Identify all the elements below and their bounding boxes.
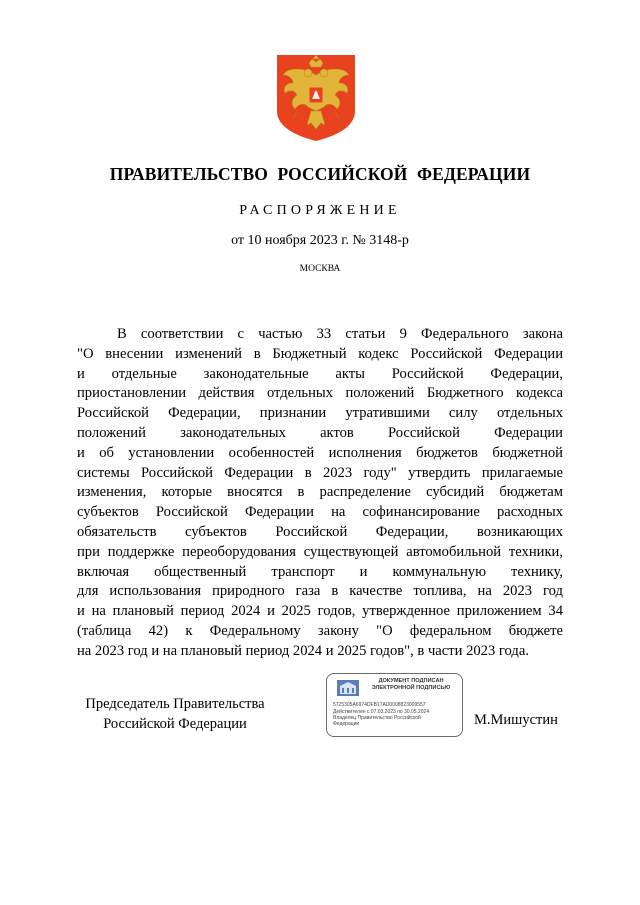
stamp-heading-line: ДОКУМЕНТ ПОДПИСАН [378,678,444,684]
stamp-heading [361,678,461,692]
certificate-owner: Федерации [333,721,360,727]
government-title: ПРАВИТЕЛЬСТВО РОССИЙСКОЙ ФЕДЕРАЦИИ [109,164,531,184]
signer-position [70,694,280,734]
document-type: РАСПОРЯЖЕНИЕ [239,203,401,218]
text-line: включая общественный транспорт и коммунальную технику, [77,563,563,580]
certificate-owner: Владелец Правительство Российской [333,715,421,721]
stamp-heading-line: ЭЛЕКТРОННОЙ ПОДПИСЬЮ [371,685,451,691]
text-line: и на плановый период 2024 и 2025 годов, утвержденное приложением 34 [77,603,563,620]
text-line: положений законодательных актов Российской Федерации [77,424,563,441]
text-line: "О внесении изменений в Бюджетный кодекс Российской Федерации [77,345,563,362]
text-line: субъектов Российской Федерации на софинансирование расходных [77,504,563,521]
coat-of-arms-icon [275,53,357,143]
order-text [77,325,563,662]
text-line: Российской Федерации, признании утратившими силу отдельных [77,405,563,422]
certificate-number: 5725305A6974DFB17AD0008823009557 [333,702,426,708]
signer-position-line: Российской Федерации [103,716,247,732]
text-line: для использования природного газа в качестве топлива, на 2023 год [77,583,563,600]
building-icon [337,680,359,696]
signer-position-line: Председатель Правительства [85,696,265,712]
text-line: В соответствии с частью 33 статьи 9 Федерального закона [117,326,563,342]
text-line: на 2023 год и на плановый период 2024 и 2025 годов", в части 2023 года. [77,642,529,659]
city: МОСКВА [299,264,341,274]
text-line: приостановлении действия отдельных положений Бюджетного кодекса [77,385,563,402]
text-line: (таблица 42) к Федеральному закону "О федеральном бюджете [77,622,563,639]
text-line: и об установлении особенностей исполнения бюджетов бюджетной [77,444,563,461]
certificate-validity: Действителен с 07.03.2023 по 30.05.2024 [333,709,430,715]
text-line: изменения, которые вносятся в распределение субсидий бюджетам [77,484,563,501]
text-line: при поддержке переоборудования существующей автомобильной техники, [77,543,563,560]
text-line: и отдельные законодательные акты Российской Федерации, [77,365,563,382]
document-date-number: от 10 ноября 2023 г. № 3148-р [231,233,409,248]
text-line: системы Российской Федерации в 2023 году" утвердить прилагаемые [77,464,563,481]
text-line: обязательств субъектов Российской Федерации, возникающих [77,523,563,540]
electronic-signature-stamp [326,673,463,737]
signer-name: М.Мишустин [474,712,558,728]
